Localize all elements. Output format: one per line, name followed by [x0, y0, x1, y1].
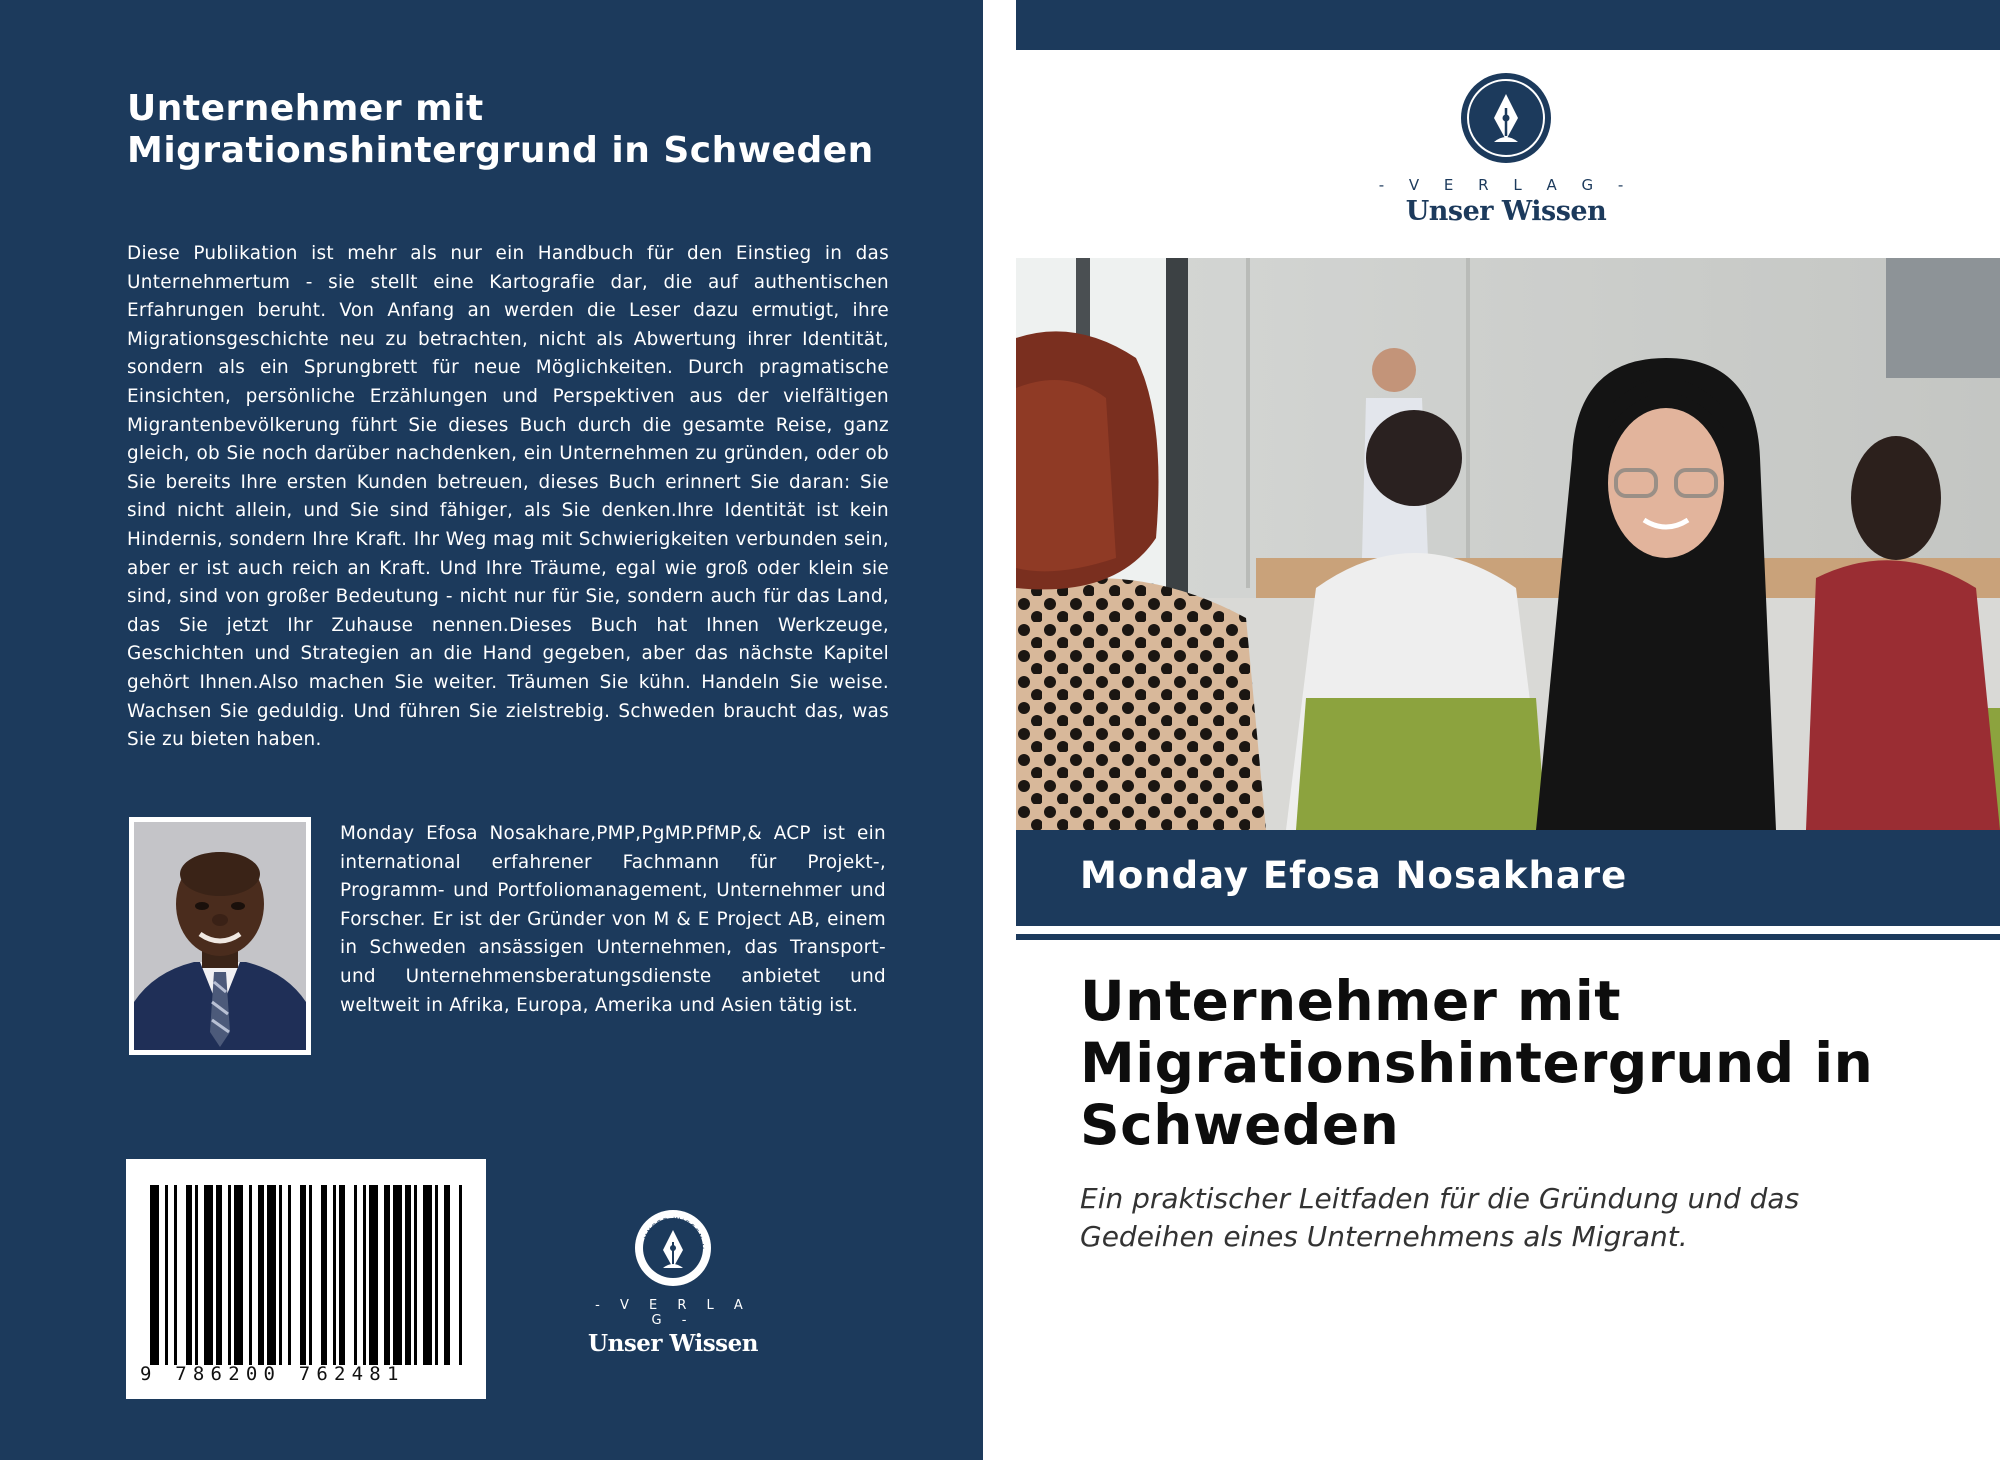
isbn-barcode: [126, 1159, 486, 1399]
front-publisher-logo: [1356, 72, 1656, 227]
barcode-bar: [165, 1185, 168, 1365]
front-cover-title: Unternehmer mit Migrationshintergrund in Schweden: [1080, 969, 1874, 1157]
barcode-bar: [363, 1185, 366, 1365]
cover-photo: [1016, 258, 2000, 830]
author-photo: [129, 817, 311, 1055]
barcode-bar: [339, 1185, 345, 1365]
barcode-bar: [459, 1185, 462, 1365]
back-publisher-name: Unser Wissen: [588, 1330, 758, 1357]
front-top-bar: [1016, 0, 2000, 50]
barcode-bar: [444, 1185, 450, 1365]
front-cover-subtitle: Ein praktischer Leitfaden für die Gründung und das Gedeihen eines Unternehmens als Migrant.: [1080, 1182, 1800, 1253]
barcode-bar: [288, 1185, 291, 1365]
barcode-bar: [405, 1185, 411, 1365]
isbn-digits: 9 786200 762481: [140, 1363, 405, 1385]
back-publisher-logo: [583, 1208, 763, 1357]
barcode-bar: [393, 1185, 402, 1365]
back-cover: [0, 0, 983, 1460]
front-cover: [1016, 0, 2000, 1460]
barcode-bar: [321, 1185, 327, 1365]
barcode-bar: [228, 1185, 231, 1365]
author-bio: Monday Efosa Nosakhare,PMP,PgMP.PfMP,& ACP ist ein international erfahrener Fachmann für Projekt-, Programm- und Portfoliomanagement, Unternehmer und Forscher. Er ist der Gründer von M & E Project AB, einem in Schweden ansässigen Unternehmen, das Transport- und Unternehmensberatungsdienste anbietet und weltweit in Afrika, Europa, Amerika und Asien tätig ist.: [340, 823, 886, 1016]
front-verlag-label: - V E R L A G -: [1378, 176, 1634, 194]
back-cover-title: Unternehmer mit Migrationshintergrund in Schweden: [127, 88, 874, 171]
barcode-bar: [234, 1185, 243, 1365]
fountain-pen-nib-icon: [633, 1208, 713, 1288]
barcode-bar: [204, 1185, 213, 1365]
front-publisher-name: Unser Wissen: [1405, 196, 1607, 227]
barcode-bar: [300, 1185, 306, 1365]
back-verlag-label: - V E R L A G -: [595, 1298, 751, 1328]
barcode-bar: [249, 1185, 252, 1365]
barcode-bar: [216, 1185, 222, 1365]
barcode-bar: [354, 1185, 357, 1365]
barcode-bar: [174, 1185, 177, 1365]
barcode-bar: [195, 1185, 198, 1365]
barcode-bar: [186, 1185, 192, 1365]
barcode-bar: [435, 1185, 438, 1365]
barcode-bar: [309, 1185, 312, 1365]
author-banner: [1016, 830, 2000, 926]
barcode-bar: [150, 1185, 159, 1365]
banner-rule: [1016, 934, 2000, 940]
fountain-pen-nib-icon: [1460, 72, 1552, 164]
barcode-bar: [267, 1185, 276, 1365]
barcode-bar: [414, 1185, 417, 1365]
barcode-bar: [333, 1185, 336, 1365]
seal-text: UNSER WISSEN V: [642, 1215, 706, 1250]
barcode-bar: [384, 1185, 390, 1365]
barcode-bar: [423, 1185, 432, 1365]
back-cover-description: Diese Publikation ist mehr als nur ein Handbuch für den Einstieg in das Unternehmertum - sie stellt eine Kartografie dar, die auf authentischen Erfahrungen beruht. Von Anfang an werden die Leser dazu ermutigt, ihre Migrationsgeschichte neu zu betrachten, nicht als Abwertung ihrer Identität, sondern als ein Sprungbrett für neue Möglichkeiten. Durch pragmatische Einsichten, persönliche Erzählungen und Perspektiven aus der vielfältigen Migrantenbevölkerung führt Sie dieses Buch durch die gesamte Reise, ganz gleich, ob Sie noch darüber nachdenken, ein Unternehmen zu gründen, oder ob Sie bereits Ihre ersten Kunden betreuen, dieses Buch erinnert Sie daran: Sie sind nicht allein, und Sie sind fähiger, als Sie denken.Ihre Identität ist kein Hindernis, sondern Ihre Kraft. Ihr Weg mag mit Schwierigkeiten verbunden sein, aber er ist auch reich an Kraft. Und Ihre Träume, egal wie groß oder klein sie sind, sind von großer Bedeutung - nicht nur für Sie, sondern auch für das Land, das Sie jetzt Ihr Zuhause nennen.Dieses Buch hat Ihnen Werkzeuge, Geschichten und Strategien an die Hand gegeben, aber das nächste Kapitel gehört Ihnen.Also machen Sie weiter. Träumen Sie kühn. Handeln Sie weise. Wachsen Sie geduldig. Und führen Sie zielstrebig. Schweden braucht das, was Sie zu bieten haben.: [127, 243, 889, 751]
front-author-name: Monday Efosa Nosakhare: [1080, 854, 1628, 897]
barcode-bar: [279, 1185, 282, 1365]
barcode-bar: [369, 1185, 378, 1365]
barcode-bar: [258, 1185, 264, 1365]
barcode-bars: [150, 1185, 468, 1365]
